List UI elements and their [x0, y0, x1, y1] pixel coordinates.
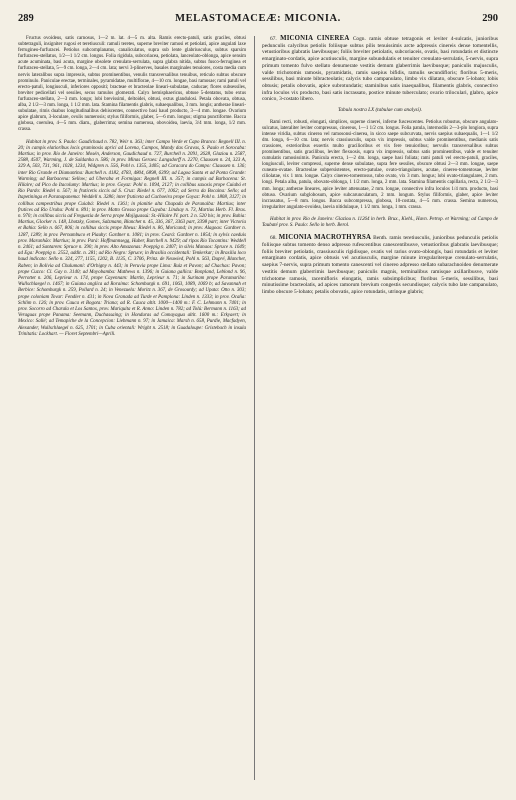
species-68-number: 68.	[270, 235, 277, 242]
species-67-author: Cogn.	[352, 36, 366, 42]
species-68-diagnosis: ramis teretiusculis, junioribus pedunculis petiolis foliisque subtus tomento denso adpresso rufescentibus canescentibusve, vetustioribus glabratis laevibusque; foliis breviter petiolatis, crassiusculis rigidisque, ovatis vel rarius ovato-oblongis, basi rotundatis et leviter emarginato cordatis, apice obtusis vel acutiusculis, margine minute irregulariterque crenulato-serrulatis, saepius 7-nervis, supra primum tomento canescenti vel cinereo adpresso stellato subarachnoideo denumerate vestitis demum glaberrimis laevibusque; paniculis magnis, terminalibus ramisque axillaribusve, valde trichotome ramosis, racemifloris elongatis, ramis subsimplicibus; floribus 5-meris, sessilibus, basi minutissime bracteolatis, ad apices ramorum brevium congestis secundisque; calycis tubo late campanulato, limbo obscure 5-lobato; petalis obovatis, apice rotundatis, utrinque glabris;	[262, 235, 498, 295]
right-column	[262, 36, 498, 300]
left-column	[18, 36, 246, 344]
species-68-entry	[262, 235, 498, 295]
running-header	[18, 13, 498, 27]
species-67-name: MICONIA CINEREA	[280, 35, 350, 42]
page-number-right: 290	[482, 13, 498, 24]
species-67-diagnosis: ramis obtuse tetragonis et leviter 4-sulcatis, junioribus pedunculis calycibus petiolis foliisque subtus pilis tenuissimis arcte adpressis cinereis dense tomentellis, vetustioribus glabratis laevibusque; foliis breviter petiolatis, subcoriaceis, ovatis, basi rotundatis et distincte emarginato-cordatis, apice acutiusculis, margine subundulatis et tenuiter crenulato-serrulatis, 5-nervis, supra primum tomento fulvo stellato denumerate vestitis demum glaberrimis laevibusque; paniculis majusculis, valde trichotomis ramosis, pyramidatis, ramis saepius bifidis, ramulis secundifloris; floribus 5-meris, sessilibus, basi minute bibracteolatis; calycis tubo campanulato, limbo vix dilatato, obscure 5-lobato; lobis obtusis; petalis obovatis, apice subrotundatis; staminibus satis inaequalibus, filamentis glabris, connectivo infra loculos vix producto, basi satis incrassato, postice minute tuberculato; ovario triloculari, glabro, apice conico, 3-costato libero.	[262, 36, 498, 103]
species-67-description: Rami recti, robusti, elongati, simplices, superne cinerei, inferne fuscescentes. Petiolus robustus, obscure angulato-sulcatus, lateraliter leviter compressus, cinereus, 1—1 1/2 cm. longus. Folia patula, internodiis 2—3-plo longiora, supra intense viridia, subtus cinerea vel ramosonsi-cinerea, in sicco saepe subcurvata, nervis saepius subaequalis, 1—1 1/2 dm. longa, 6—10 cm. lata; nervis crassiusculis, supra vix impressis, subtus valde prominentibus, medianis satis crassiores, exterioribus exsertis multo gracilioribus et vix fere tenuioribus; nervulis transversalibus subtus prominentibus, satis gracilibus, leviter flexuosis, supra vix impressis, subtus satis prominentibus, valde et tenuiter cumulatis ramosissimis. Panicula erecta, 1—2 dm. longa, saepe basi foliata; rami patuli vel erecto-patuli, graciles, longiusculi, leviter compressi, superne dense subulatae, supra fere sessiles, obscure obtusi 2—3 mm. longae, saepe cuneato-ovatae. Bracteolae subpersistentes, erecto-patulae, ovato-triangulares, acutae, cinereo-tomentosae, leviter ciliolatae, vix 1 mm. longae. Calyx cinereo-tomentosus, tubo ovato, vix 3 mm. longus; lobi ovato-triangulares, 2 mm. longi. Petala alba, patula, obovato-oblonga, 1 1/2 mm. longa, 2 mm. lata. Stamina filamentis capillaria, recta, 2 1/2—3 mm. longa; antherae lineares, apice leviter attenuatae, 2 mm. longae, connectivo infra loculos 1/4 mm. producto, basi obtuso. Ovarium subglobosum, apice subcarunculatum, 2 mm. longum. Stylus filiformis, glaber, apice leviter incrassatus, 5—8 mm. longus. Bacca subcompressa, globosa, 10-costata, 4—5 mm. crassa. Semina numerosa, irregulariter angulato-ovoidea, laevia nitidulaque, 1 1/2 mm. longa, 1 mm. crassa.	[262, 119, 498, 210]
species-68-author: Benth.	[373, 235, 388, 242]
running-title: MELASTOMACEÆ: MICONIA.	[175, 13, 341, 24]
species-68-name: MICONIA MACROTHYRSA	[278, 234, 372, 242]
column-divider	[254, 36, 255, 780]
plate-reference: Tabula nostra LX (tabulae cum analysi).	[338, 107, 422, 114]
page-number-left: 289	[18, 13, 34, 24]
habitat-paragraph: Habitat in prov. S. Paulo: Gaudichaud n. 782, Weir n. 363; inter Campo Verde et Capo Branco: Regnell III. n. 20; in campis elatioribus locis graminosis aprici ad Lorena, Campos, Mandy das Gravas, S. Paulo et Sorocaba: Martius; in prov. Rio de Janeiro: Mosén, Anderson, Gaudichaud n. 727, Burchell n. 2091, 2628, Glaziou n. 2587, 2588, 4507, Warming, J. de Saldanha n. 586; in prov. Minas Geraes: Langsdorff n. 2270, Claussen n. 24, 323 A, 329 A, 503, 731, 961, 1028, 1234, Widgren n. 556, Pohl n. 1355, 3405; ad Caracara do Campo: Claussen n. 136; inter Rio Grande et Diamantina: Burchell n. 4182, 4783, 4804, 6898, 6399; ad Lagoa Santa et ad Ponta Grande: Warming; ad Barbacena: Sellow; ad Uberaba et Formigas: Regnell III. n. 357; in campis ad Barbacena: St. Hilaire; ad Pico do Itacolumy: Martius; in prov. Goyaz: Pohl n. 1094, 2127; in collibus saxosis prope Cuiabá et Rio Pardo: Riedel n. 567; in fruticetis siccis ad S. Cruz: Riedel n. 677, 1062; ad Serra da Bocaina: Sello; ad Itapetininga et Paranapanema: Weddell n. 3286; inter fruticeta ad Cachoeira prope Goyaz: Pohl n. 1808, 3127; in collibus campestribus prope Cuiabá: Riedel n. 1361; in planitie alta Chapada de Paranaiba: Martius; inter frutices ad Rio Uruhu: Pohl n. 891; in prov. Matto Grosso prope Cuyaba: Lindsay n. 73, Martius Herb. Fl. Bras. n. 970; in collibus siccis ad Freguezia de Serra prope Mojiguassú: St.-Hilaire IV. part. 2 n. 520 bis; in prov. Bahia: Martius, Glocker n. 148, Lhotzky, Gomes, Salzmann, Blanchet n. 45, 336, 367, 3363 part, 3398 part; inter Victoria et Bahia: Sello n. 667, 806; in collibus siccis prope Ilheus: Riedel n. 86, Moricand; in prov. Alagoas: Gardner n. 1287, 1289; in prov. Pernambuco et Piauhy: Gardner n. 1081; in prov. Ceará: Gardner n. 1854; in sylvis caeduis prov. Maranhão: Martius; in prov. Pará: Hoffmannsegg, Huber, Burchell n. 9429; ad ripas Rio Tocantins: Weddell n. 2461; ad Santarem: Spruce n. 390; in prov. Alto Amazonas: Poeppig n. 2407; in silvis Manaos: Spruce n. 1649; ad Ega: Poeppig n. 2552, addit. n. 281; ad Rio Negro: Spruce; in Brasilia occidentali: Tenkerkar; in Brasilia loco haud indicato: Sello n. 324, 277, 1155, 1202, B. 1135, C. 3706, Prinz. de Neuwied, Pohl n. 563, Dupré, Blanchet, Raben; in Bolivia ad Chulumani: d'Orbigny n. 443; in Peruvia prope Lima: Ruiz et Pavon; ad Chachas: Pavon; prope Cuzco: Cl. Gay n. 3140; ad Moyobamba: Mathews n. 1396; in Guiana gallica: Bonpland, Leblond n. 96, Perrottet n. 206, Leprieur n. 174, prope Cayennam: Martin, Leprieur n. 71; in Surinam prope Paramaribo: Wullschlaegel n. 1467; in Guiana anglica ad Roraima: Schomburgk n. 691, 1063, 1089, 1069 b; ad Savannah et Berbice: Schomburgk n. 259, Pollard n. 24; in Venezuela: Moritz n. 367, de Grosourdy; ad Upata: Otto n. 303; prope coloniam Tovar: Fendler n. 431; in Nova Granada ad Turde et Pamplona: Linden n. 1333; in prov. Ocaña: Schlim n. 126; in prov. Cauca et Bogota: Triana; ad R. Cauca altit. 1000—1400 m.: F. C. Lehmann n. 7401; in prov. Socorro ad Charala et Los Santos, prov. Mariquita et R. Anno: Linden n. 782; ad Tolú: Bermann n. 1163; ad Veraguas prope Panama: Seemann, Duchassaing; in Honduras ad Comayagua altit. 1600 m.: Erkyaert; in Mexico: Sallé; ad Temapiche de la Concepcion: Liebmann n. 97; in Jamaica: Marsh n. 658, Purdie, Macfadyen, Alexander, Wullschlaegel n. 625, 1701; in Cuba orientali: Wright n. 2518; in Guadaloupe: Gristebach in insula Trinitatis: Lockhart. — Floret Septembri—Aprili.	[18, 139, 246, 337]
species-description-continued: Fructus ovoideus, satis carnosus, 1—2 m. lat. 4—5 m. alta. Ramis erecto-patuli, satis graciles, obtusi subtetraguli, insigniter rugosi et teretiusculi: ramuli teretes, superne breviter ramosi et petiolati, apice angulati laxe ferrugineo-furfuracei. Petiolus subcomplanatus, canaliculatus, supra sub lente glabriusculus, subtus sparsim furfuraceo-stellatus, 1/2—1 1/2 cm. longus. Folia rigidula, subcoriacea, petiolata, lanceolato-oblonga, apice sensim acute acuminata, basi acuta, margine obsolete crenulato-serrulata, supra glabra nitida, subtus fusco-ferruginea et furfuraceo-stellata, 5—9 cm. longa, 2—4 cm. lata; nervi 3-plinerves, basales marginales tenuiores, costa media cum nervis lateralibus supra impressis, subtus prominentibus, venulis transversalibus tenuibus, reticulo subtus obscure prominulo. Paniculae erectae, terminales, pyramidatae, multiflorae, 4—10 cm. longae, basi ramosae; rami patuli vel erecto-patuli, longiusculi, inferiores oppositi; bracteae et bracteolae lineari-subulatae, caducae; flores subsessiles, breviter pedicellati vel sessiles, secus ramulos glomerati. Calyx hemisphaericus, obtuse 5-dentatus, tubo extus furfuraceo-stellato, 2—3 mm. longo; lobi brevissimi, deltoidei, obtusi, extus glandulosi. Petala obovata, obtusa, alba, 2 1/2—3 mm. longa, 1 1/2 mm. lata. Stamina filamentis glabris, subaequalibus, 3 mm. longis; antherae lineari-subulatae, rimis duabus longitudinalibus dehiscentes, connectivo basi haud producto, 3—4 mm. longae. Ovarium apice glabrum, 3-loculare, ovulis numerosis; stylus filiformis, glaber, 5—6 mm. longus; stigma punctiforme. Bacca globosa, coerulea, 4—5 mm. diam., glaberrima; semina numerosa, obovoidea, laevia, 3/4 mm. longa, 1/2 mm. crassa.	[18, 36, 246, 133]
species-67-entry	[262, 36, 498, 103]
species-67-number: 67.	[270, 36, 277, 42]
species-67-habitat: Habitat in prov. Rio de Janeiro: Glaziou n. 11264 in herb. Brux., Kiehl., Havn. Petrop. et Warming; ad Campo de Taubaté prov. S. Paulo: Sello in herb. Berol.	[262, 216, 498, 229]
